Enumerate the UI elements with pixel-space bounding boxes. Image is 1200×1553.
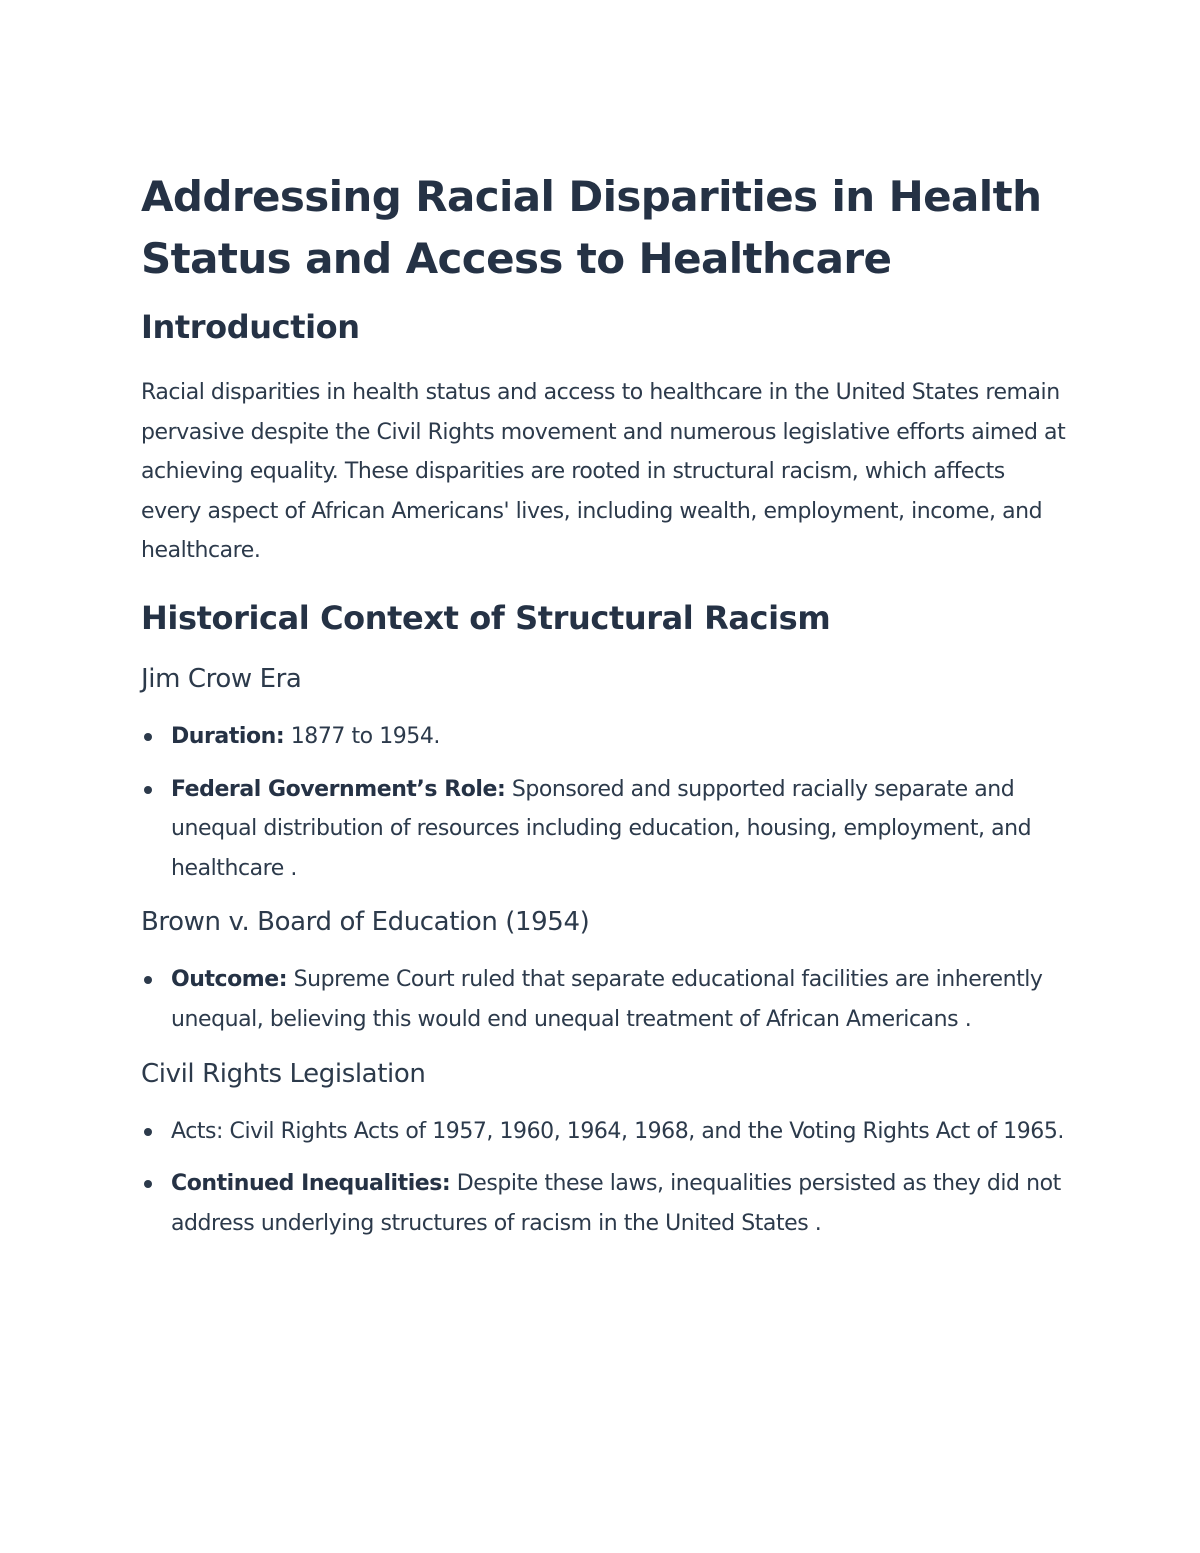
list-item-text: Sponsored and supported racially separate and unequal distribution of resources including education, housing, employment, and healthcare .: [171, 776, 1032, 881]
list-item: [141, 717, 1071, 757]
bullet-icon: [144, 1180, 152, 1188]
list-item-text: Despite these laws, inequalities persisted as they did not address underlying structures of racism in the United States .: [171, 1171, 1061, 1236]
document-page: [141, 166, 1071, 1243]
bullet-icon: [144, 1128, 152, 1136]
jim-crow-list: [141, 717, 1071, 888]
bullet-icon: [144, 976, 152, 984]
list-item-label: Duration:: [171, 723, 285, 749]
list-item-text: Supreme Court ruled that separate educational facilities are inherently unequal, believing this would end unequal treatment of African Americans .: [171, 967, 1043, 1032]
bullet-icon: [144, 733, 152, 741]
historical-context-heading: Historical Context of Structural Racism: [141, 598, 831, 637]
civil-rights-list: [141, 1112, 1071, 1244]
list-item: [141, 770, 1071, 889]
document-title: Addressing Racial Disparities in Health Status and Access to Healthcare: [141, 172, 1042, 283]
list-item: [141, 960, 1071, 1039]
jim-crow-heading: Jim Crow Era: [141, 663, 302, 694]
brown-v-board-heading: Brown v. Board of Education (1954): [141, 907, 590, 938]
introduction-paragraph: Racial disparities in health status and access to healthcare in the United States remain pervasive despite the Civil Rights movement and numerous legislative efforts aimed at achieving equality. These disparities are rooted in structural racism, which affects every aspect of African Americans' lives, including wealth, employment, income, and healthcare.: [141, 380, 1066, 564]
list-item-label: Federal Government’s Role:: [171, 776, 506, 802]
bullet-icon: [144, 786, 152, 794]
list-item-label: Outcome:: [171, 967, 288, 993]
list-item-text: 1877 to 1954.: [284, 723, 440, 749]
list-item: [141, 1164, 1071, 1243]
list-item: [141, 1112, 1071, 1152]
introduction-heading: Introduction: [141, 308, 360, 346]
list-item-text: Acts: Civil Rights Acts of 1957, 1960, 1964, 1968, and the Voting Rights Act of 1965.: [171, 1118, 1064, 1144]
list-item-label: Continued Inequalities:: [171, 1171, 451, 1197]
brown-v-board-list: [141, 960, 1071, 1039]
civil-rights-heading: Civil Rights Legislation: [141, 1058, 426, 1089]
